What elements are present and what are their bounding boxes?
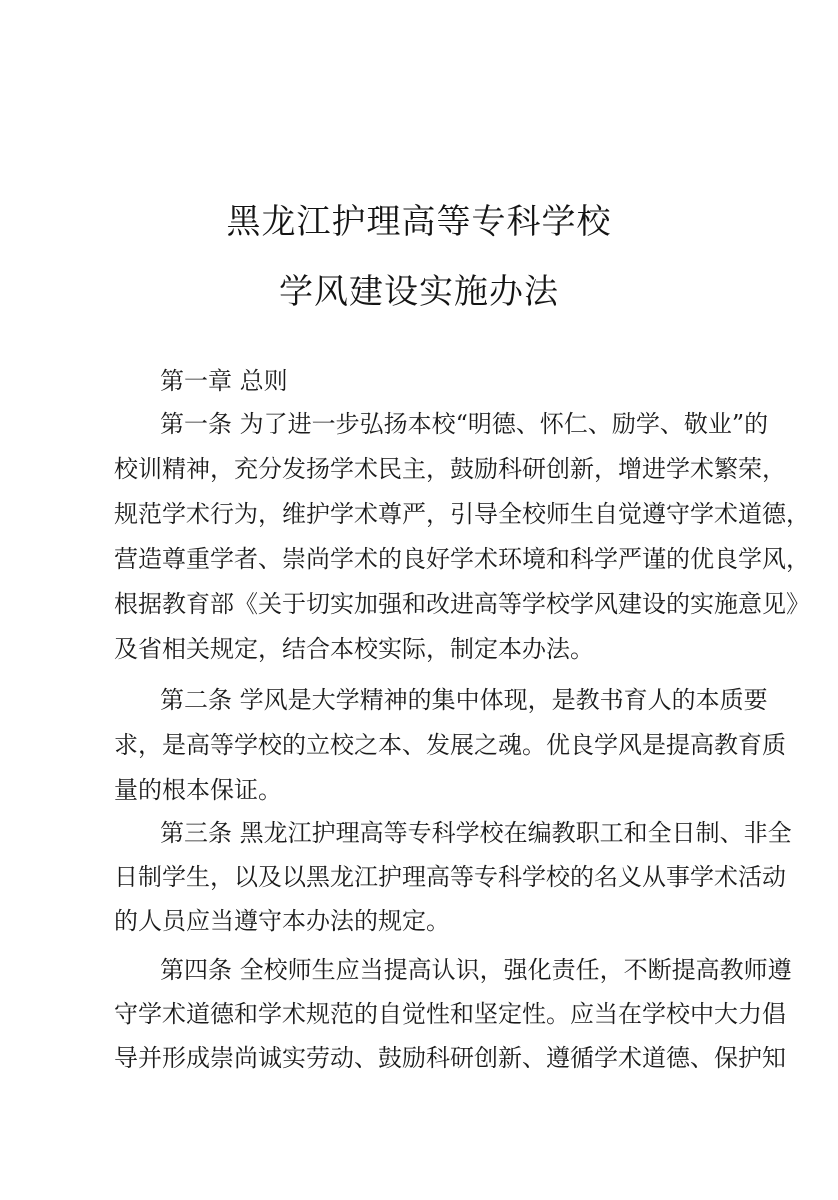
chapter-heading: 第一章 总则: [160, 367, 288, 395]
text-line: 第三条 黑龙江护理高等专科学校在编教职工和全日制、非全: [160, 819, 792, 847]
text-line: 量的根本保证。: [114, 776, 282, 804]
text-line: 求，是高等学校的立校之本、发展之魂。优良学风是提高教育质: [114, 731, 786, 759]
text-line: 规范学术行为，维护学术尊严，引导全校师生自觉遵守学术道德，: [114, 500, 810, 528]
text-line: 第四条 全校师生应当提高认识，强化责任，不断提高教师遵: [160, 956, 792, 984]
text-line: 导并形成崇尚诚实劳动、鼓励科研创新、遵循学术道德、保护知: [114, 1044, 786, 1072]
text-line: 守学术道德和学术规范的自觉性和坚定性。应当在学校中大力倡: [114, 1000, 786, 1028]
document-subtitle: 学风建设实施办法: [279, 272, 559, 312]
document-title: 黑龙江护理高等专科学校: [226, 202, 612, 242]
text-line: 第二条 学风是大学精神的集中体现，是教书育人的本质要: [160, 686, 768, 714]
text-line: 根据教育部《关于切实加强和改进高等学校学风建设的实施意见》: [114, 590, 810, 618]
text-line: 的人员应当遵守本办法的规定。: [114, 907, 450, 935]
text-line: 营造尊重学者、崇尚学术的良好学术环境和科学严谨的优良学风，: [114, 545, 810, 573]
text-line: 及省相关规定，结合本校实际，制定本办法。: [114, 635, 594, 663]
text-line: 日制学生，以及以黑龙江护理高等专科学校的名义从事学术活动: [114, 863, 786, 891]
text-line: 第一条 为了进一步弘扬本校“明德、怀仁、励学、敬业”的: [160, 410, 769, 438]
text-line: 校训精神，充分发扬学术民主，鼓励科研创新，增进学术繁荣，: [114, 455, 786, 483]
